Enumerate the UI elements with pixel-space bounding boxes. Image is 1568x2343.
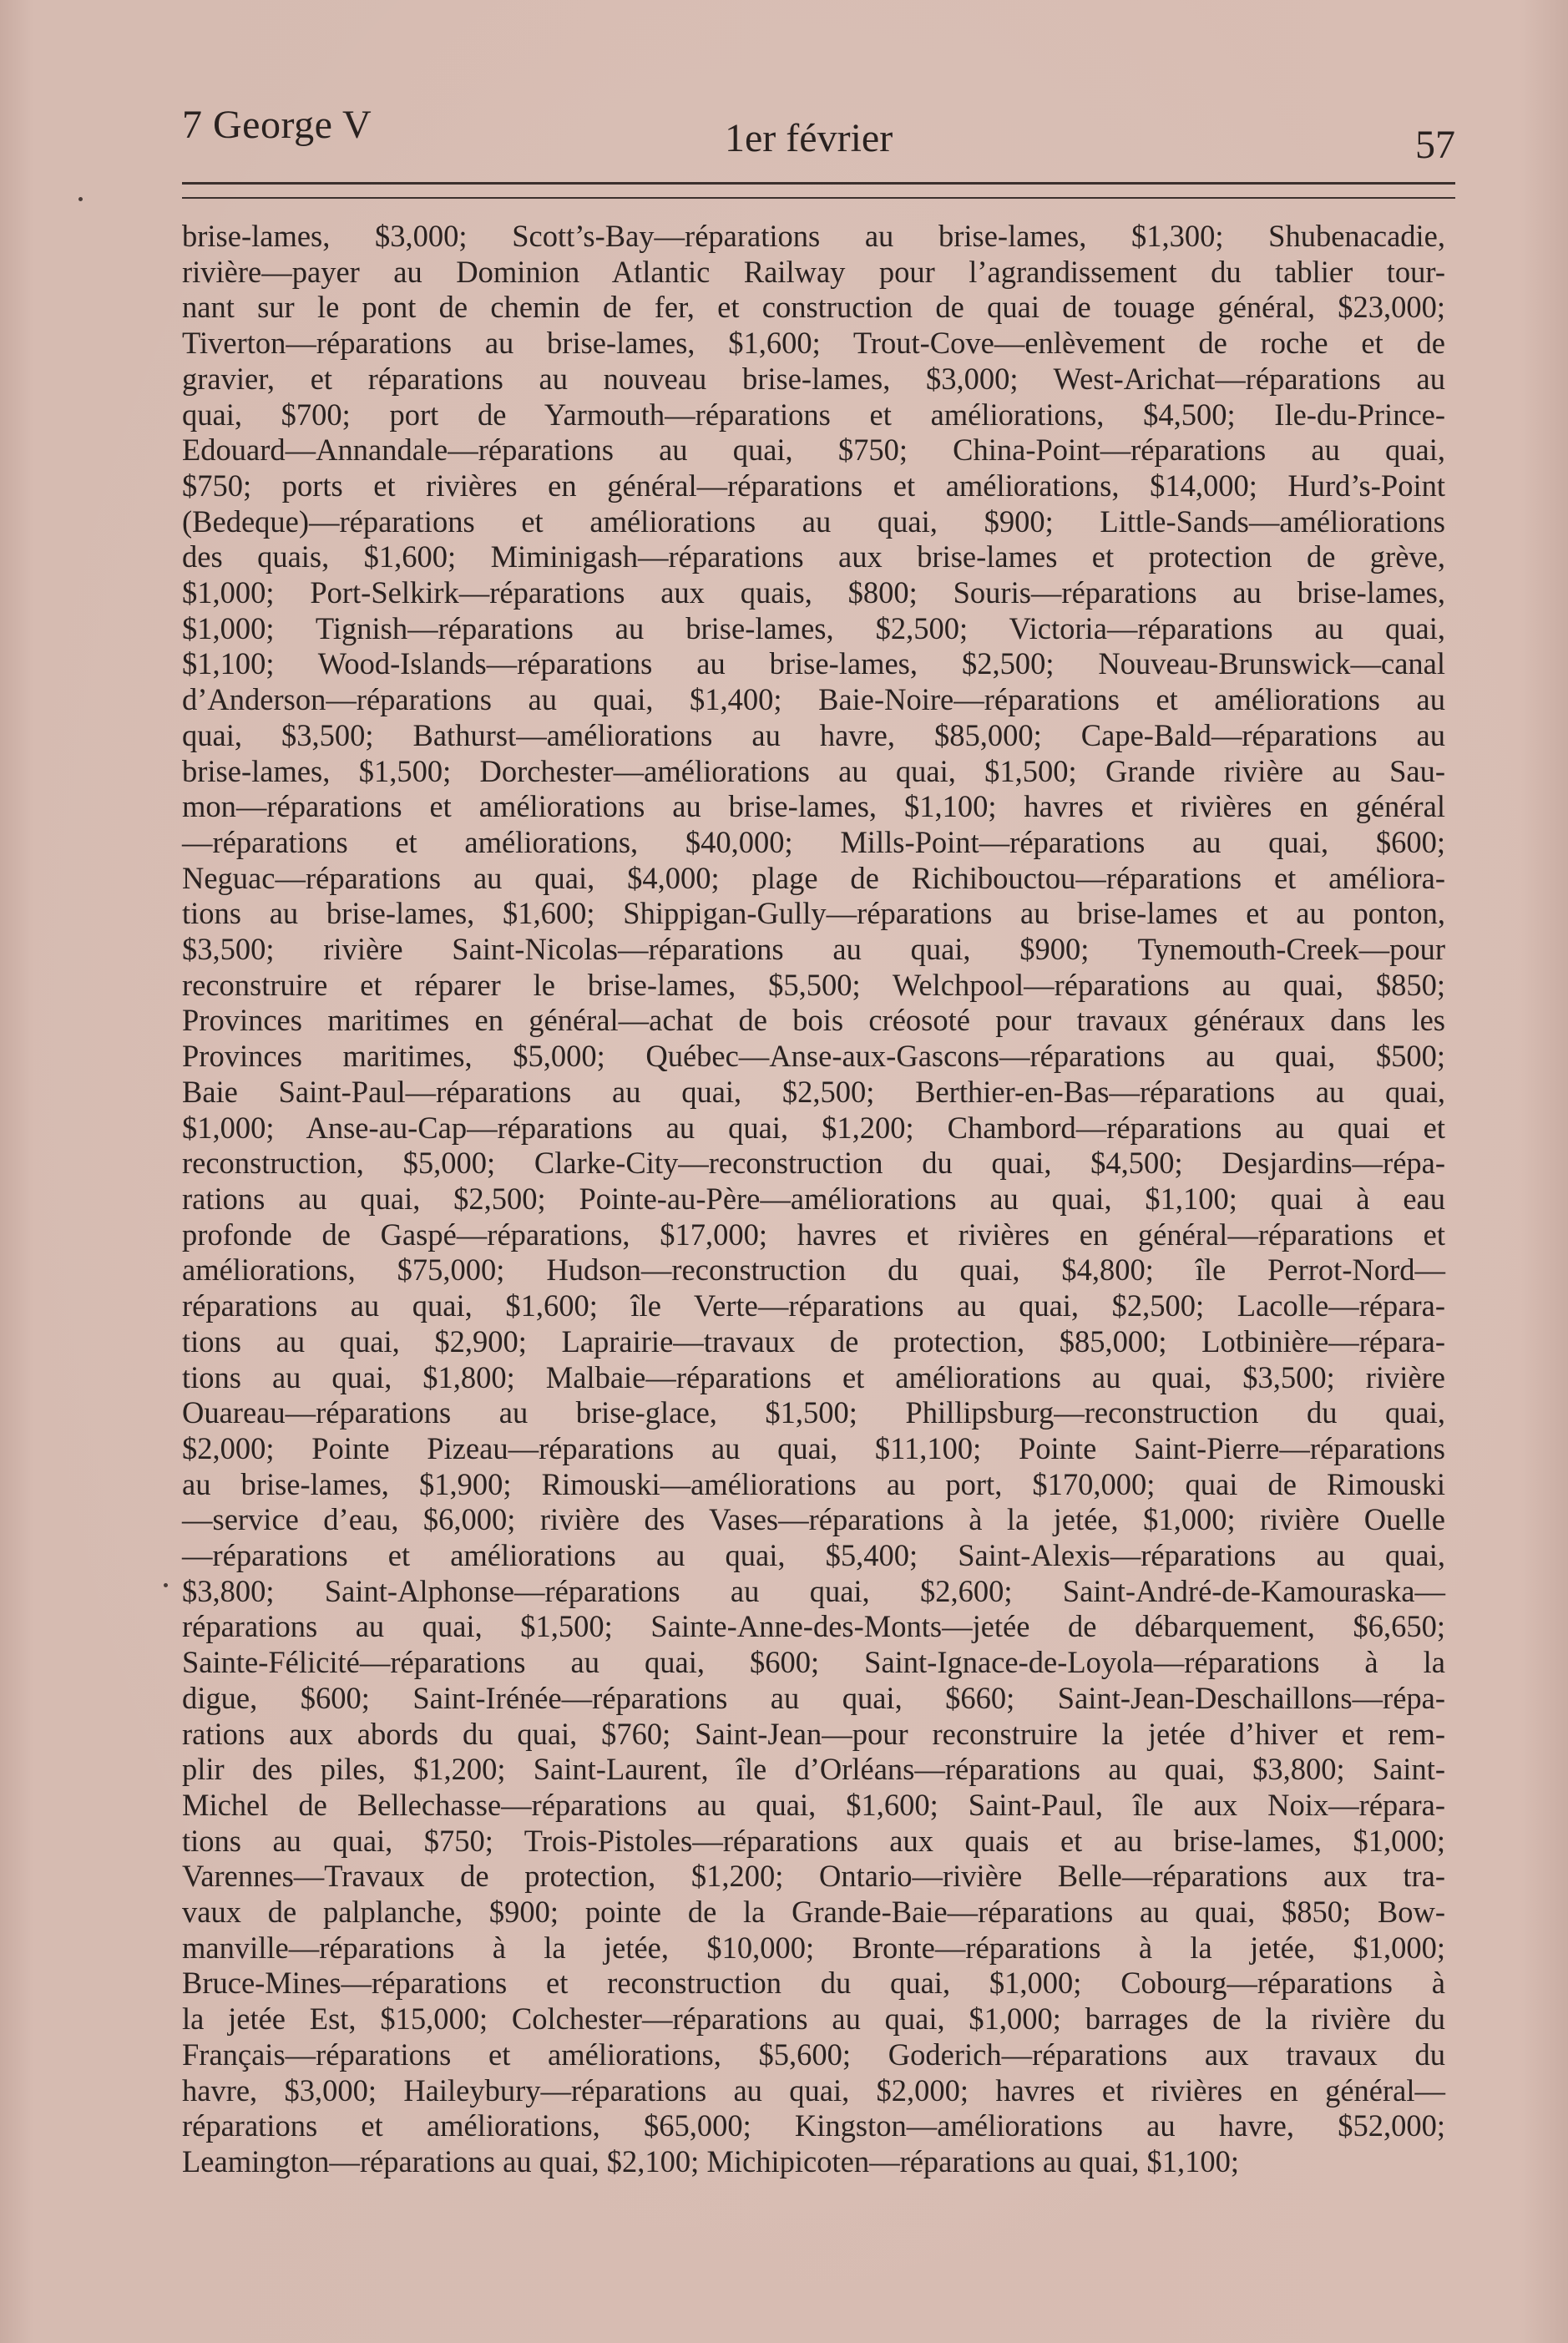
text-line: Edouard—Annandale—réparations au quai, $750; China-Point—réparations au quai, [182,433,1445,468]
text-line: $1,000; Port-Selkirk—réparations aux quais, $800; Souris—réparations au brise-lames, [182,575,1445,610]
header-session: 7 George V [182,103,372,147]
text-line: la jetée Est, $15,000; Colchester—réparations au quai, $1,000; barrages de la rivière du [182,2001,1445,2037]
text-line: profonde de Gaspé—réparations, $17,000; havres et rivières en général—réparations et [182,1217,1445,1252]
header-date: 1er février [725,116,893,160]
text-line: au brise-lames, $1,900; Rimouski—améliorations au port, $170,000; quai de Rimouski [182,1466,1445,1501]
text-line: Bruce-Mines—réparations et reconstruction du quai, $1,000; Cobourg—réparations à [182,1966,1445,2001]
text-line: $3,500; rivière Saint-Nicolas—réparations au quai, $900; Tynemouth-Creek—pour [182,932,1445,967]
text-line: tions au quai, $1,800; Malbaie—réparations et améliorations au quai, $3,500; rivière [182,1359,1445,1394]
text-line: rivière—payer au Dominion Atlantic Railway pour l’agrandissement du tablier tour- [182,254,1445,289]
speck-mark [164,1583,168,1587]
text-line: reconstruire et réparer le brise-lames, $5,500; Welchpool—réparations au quai, $850; [182,967,1445,1002]
text-line: brise-lames, $1,500; Dorchester—améliorations au quai, $1,500; Grande rivière au Sau- [182,753,1445,788]
text-line: tions au quai, $750; Trois-Pistoles—réparations aux quais et au brise-lames, $1,000; [182,1823,1445,1858]
text-line: Baie Saint-Paul—réparations au quai, $2,500; Berthier-en-Bas—réparations au quai, [182,1074,1445,1109]
text-line: reconstruction, $5,000; Clarke-City—reconstruction du quai, $4,500; Desjardins—répa- [182,1146,1445,1181]
text-line: rations aux abords du quai, $760; Saint-Jean—pour reconstruire la jetée d’hiver et rem- [182,1716,1445,1751]
text-line: plir des piles, $1,200; Saint-Laurent, île d’Orléans—réparations au quai, $3,800; Saint- [182,1752,1445,1787]
text-line: quai, $700; port de Yarmouth—réparations et améliorations, $4,500; Ile-du-Prince- [182,397,1445,432]
text-line: améliorations, $75,000; Hudson—reconstruction du quai, $4,800; île Perrot-Nord— [182,1252,1445,1288]
text-line: d’Anderson—réparations au quai, $1,400; Baie-Noire—réparations et améliorations au [182,682,1445,717]
text-line: $1,000; Tignish—réparations au brise-lames, $2,500; Victoria—réparations au quai, [182,610,1445,645]
text-line: $1,100; Wood-Islands—réparations au brise-lames, $2,500; Nouveau-Brunswick—canal [182,646,1445,681]
text-line: Sainte-Félicité—réparations au quai, $600; Saint-Ignace-de-Loyola—réparations à la [182,1645,1445,1680]
text-line: —réparations et améliorations au quai, $5,400; Saint-Alexis—réparations au quai, [182,1538,1445,1573]
header-rule-bottom [182,197,1455,199]
body-paragraph [182,219,1445,2180]
text-line: Michel de Bellechasse—réparations au quai, $1,600; Saint-Paul, île aux Noix—répara- [182,1787,1445,1822]
text-line: rations au quai, $2,500; Pointe-au-Père—améliorations au quai, $1,100; quai à eau [182,1181,1445,1216]
text-line: vaux de palplanche, $900; pointe de la Grande-Baie—réparations au quai, $850; Bow- [182,1895,1445,1930]
text-line: réparations et améliorations, $65,000; Kingston—améliorations au havre, $52,000; [182,2108,1445,2143]
text-line: Provinces maritimes en général—achat de bois créosoté pour travaux généraux dans les [182,1003,1445,1038]
text-line: tions au brise-lames, $1,600; Shippigan-Gully—réparations au brise-lames et au ponton, [182,896,1445,931]
text-line: réparations au quai, $1,600; île Verte—réparations au quai, $2,500; Lacolle—répara- [182,1288,1445,1323]
text-line: $750; ports et rivières en général—réparations et améliorations, $14,000; Hurd’s-Point [182,468,1445,503]
text-line: gravier, et réparations au nouveau brise-lames, $3,000; West-Arichat—réparations au [182,361,1445,396]
text-line: —service d’eau, $6,000; rivière des Vases—réparations à la jetée, $1,000; rivière Ouelle [182,1502,1445,1537]
speck-mark [78,197,83,201]
text-line: havre, $3,000; Haileybury—réparations au quai, $2,000; havres et rivières en général— [182,2072,1445,2108]
text-line: réparations au quai, $1,500; Sainte-Anne-des-Monts—jetée de débarquement, $6,650; [182,1609,1445,1644]
text-line: nant sur le pont de chemin de fer, et construction de quai de touage général, $23,000; [182,290,1445,325]
text-line: $1,000; Anse-au-Cap—réparations au quai, $1,200; Chambord—réparations au quai et [182,1110,1445,1145]
text-line: digue, $600; Saint-Irénée—réparations au quai, $660; Saint-Jean-Deschaillons—répa- [182,1680,1445,1715]
page-number: 57 [1415,123,1455,167]
text-line: Neguac—réparations au quai, $4,000; plage de Richibouctou—réparations et améliora- [182,860,1445,895]
text-line: Provinces maritimes, $5,000; Québec—Anse-aux-Gascons—réparations au quai, $500; [182,1039,1445,1074]
text-line: Ouareau—réparations au brise-glace, $1,500; Phillipsburg—reconstruction du quai, [182,1395,1445,1430]
text-line: tions au quai, $2,900; Laprairie—travaux de protection, $85,000; Lotbinière—répara- [182,1323,1445,1359]
text-line: —réparations et améliorations, $40,000; Mills-Point—réparations au quai, $600; [182,824,1445,859]
text-line: manville—réparations à la jetée, $10,000; Bronte—réparations à la jetée, $1,000; [182,1930,1445,1965]
text-line: brise-lames, $3,000; Scott’s-Bay—réparations au brise-lames, $1,300; Shubenacadie, [182,219,1445,253]
text-line: (Bedeque)—réparations et améliorations au quai, $900; Little-Sands—améliorations [182,504,1445,539]
text-line: quai, $3,500; Bathurst—améliorations au havre, $85,000; Cape-Bald—réparations au [182,717,1445,752]
text-line: $2,000; Pointe Pizeau—réparations au quai, $11,100; Pointe Saint-Pierre—réparations [182,1430,1445,1465]
text-line: Français—réparations et améliorations, $5,600; Goderich—réparations aux travaux du [182,2037,1445,2072]
header-rule-top [182,182,1455,185]
text-line: Leamington—réparations au quai, $2,100; Michipicoten—réparations au quai, $1,100; [182,2143,1240,2179]
text-line: Tiverton—réparations au brise-lames, $1,600; Trout-Cove—enlèvement de roche et de [182,326,1445,361]
text-line: $3,800; Saint-Alphonse—réparations au quai, $2,600; Saint-André-de-Kamouraska— [182,1573,1445,1608]
text-line: mon—réparations et améliorations au brise-lames, $1,100; havres et rivières en général [182,789,1445,824]
text-line: Varennes—Travaux de protection, $1,200; Ontario—rivière Belle—réparations aux tra- [182,1859,1445,1894]
text-line: des quais, $1,600; Miminigash—réparations aux brise-lames et protection de grève, [182,539,1445,574]
page-header [182,94,1455,169]
